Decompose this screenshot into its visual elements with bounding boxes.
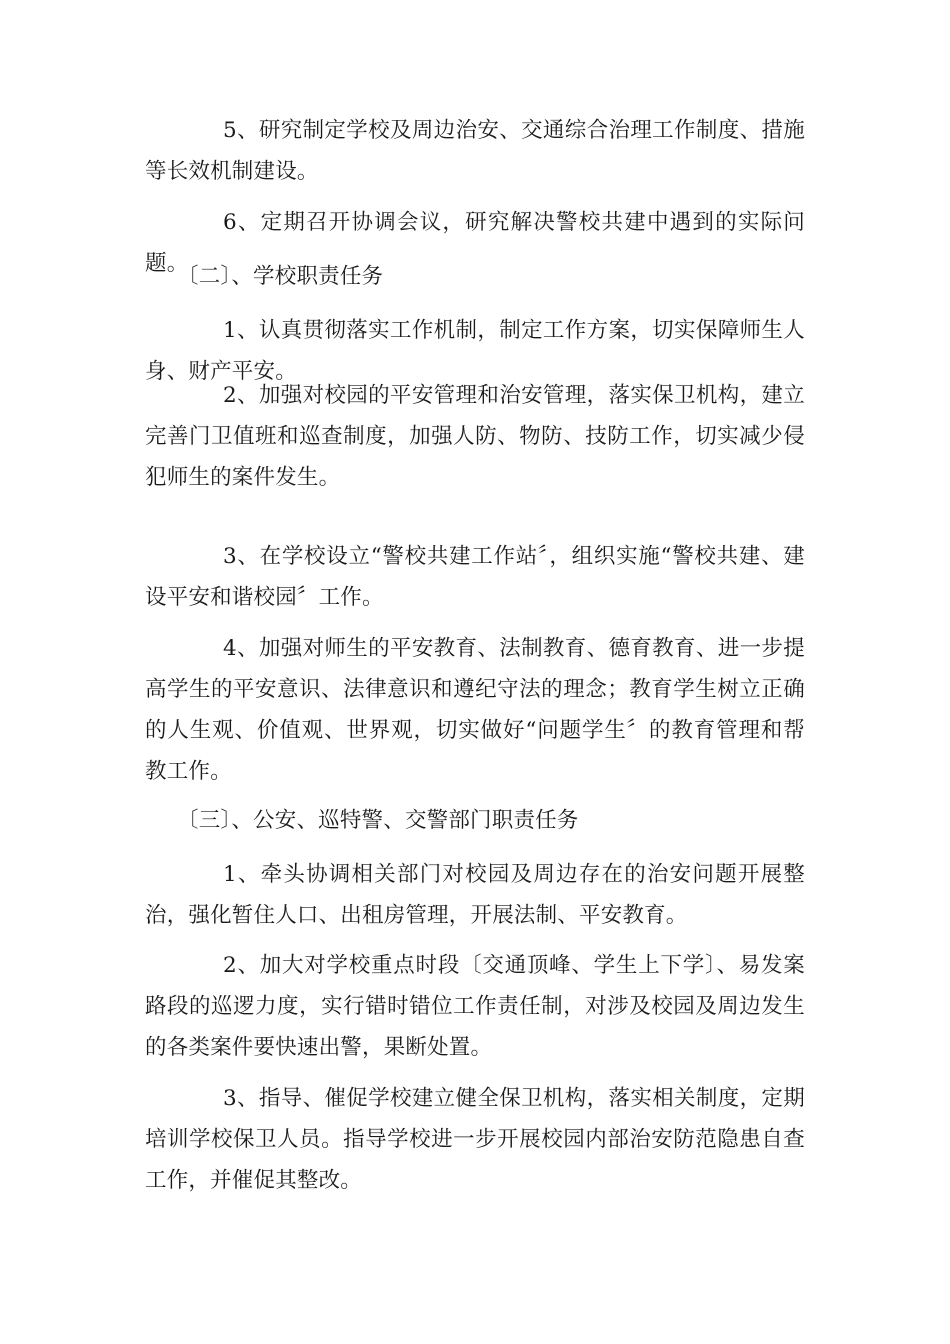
paragraph-school-item-4: 4、加强对师生的平安教育、法制教育、德育教育、进一步提高学生的平安意识、法律意识和遵纪守法的理念；教育学生树立正确的人生观、价值观、世界观，切实做好“问题学生〞的教育管理和帮教工作。 xyxy=(145,636,805,784)
paragraph-police-item-3: 3、指导、催促学校建立健全保卫机构，落实相关制度，定期培训学校保卫人员。指导学校进一步开展校园内部治安防范隐患自查工作，并催促其整改。 xyxy=(145,1086,805,1193)
paragraph-police-item-1: 1、牵头协调相关部门对校园及周边存在的治安问题开展整治，强化暂住人口、出租房管理，开展法制、平安教育。 xyxy=(145,862,805,928)
paragraph-police-item-2: 2、加大对学校重点时段〔交通顶峰、学生上下学〕、易发案路段的巡逻力度，实行错时错位工作责任制，对涉及校园及周边发生的各类案件要快速出警，果断处置。 xyxy=(145,953,805,1060)
paragraph-item-6-coordination-meetings: 6、定期召开协调会议，研究解决警校共建中遇到的实际问题。 xyxy=(145,210,805,276)
section-heading-police-duties: 〔三〕、公安、巡特警、交警部门职责任务 xyxy=(177,808,579,833)
paragraph-school-item-1: 1、认真贯彻落实工作机制，制定工作方案，切实保障师生人身、财产平安。 xyxy=(145,318,805,384)
paragraph-school-item-2: 2、加强对校园的平安管理和治安管理，落实保卫机构，建立完善门卫值班和巡查制度，加强人防、物防、技防工作，切实减少侵犯师生的案件发生。 xyxy=(145,383,805,490)
section-heading-school-duties: 〔二〕、学校职责任务 xyxy=(177,264,384,289)
paragraph-school-item-3: 3、在学校设立“警校共建工作站〞，组织实施“警校共建、建设平安和谐校园〞工作。 xyxy=(145,544,805,610)
paragraph-item-5-long-term-mechanism: 5、研究制定学校及周边治安、交通综合治理工作制度、措施等长效机制建设。 xyxy=(145,118,805,184)
